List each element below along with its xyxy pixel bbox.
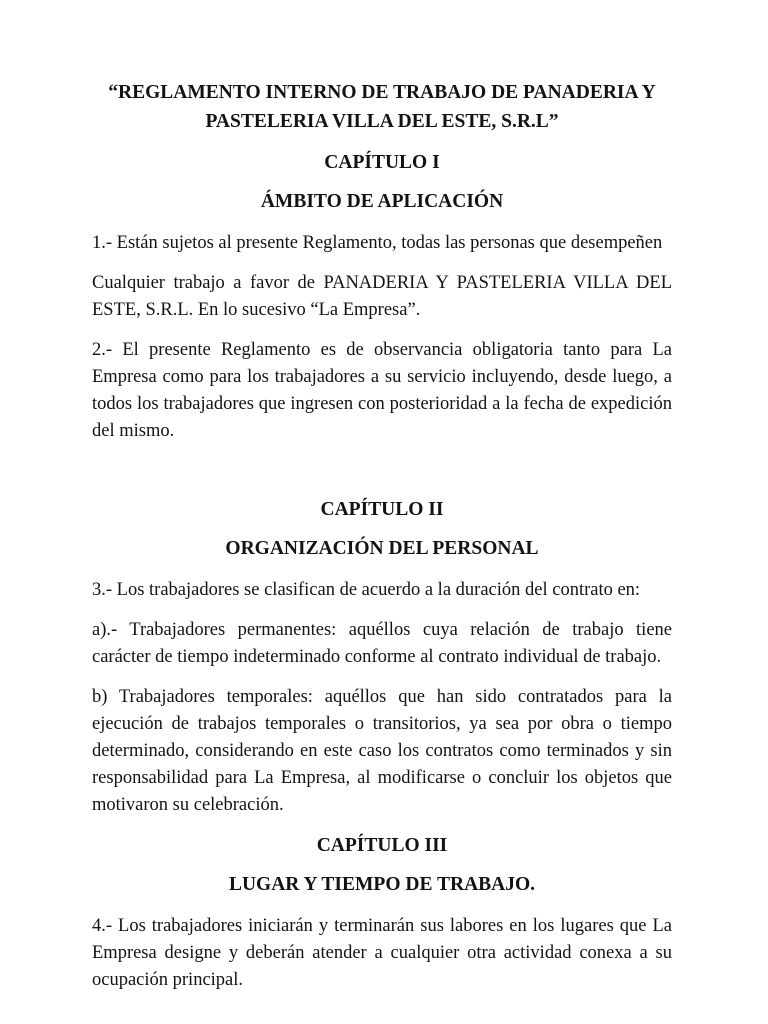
document-title-line-2: PASTELERIA VILLA DEL ESTE, S.R.L”	[205, 111, 559, 132]
document-title-line-1: “REGLAMENTO INTERNO DE TRABAJO DE PANADERIA Y	[108, 82, 656, 103]
paragraph-1: 1.- Están sujetos al presente Reglamento, todas las personas que desempeñen	[92, 233, 663, 253]
paragraph-2: 2.- El presente Reglamento es de observancia obligatoria tanto para La Empresa como para los trabajadores a su servicio incluyendo, desde luego, a todos los trabajadores que ingresen con posterioridad a la fecha de expedición del mismo.	[92, 340, 672, 441]
paragraph-3a: a).- Trabajadores permanentes: aquéllos cuya relación de trabajo tiene carácter de tiempo indeterminado conforme al contrato individual de trabajo.	[92, 620, 672, 667]
chapter-ii-subheading: ORGANIZACIÓN DEL PERSONAL	[225, 538, 539, 559]
paragraph-3: 3.- Los trabajadores se clasifican de acuerdo a la duración del contrato en:	[92, 580, 641, 600]
chapter-i-subheading: ÁMBITO DE APLICACIÓN	[260, 191, 504, 212]
chapter-iii-heading: CAPÍTULO III	[316, 835, 448, 856]
chapter-ii-heading: CAPÍTULO II	[320, 499, 444, 520]
paragraph-3b: b) Trabajadores temporales: aquéllos que han sido contratados para la ejecución de trabajos temporales o transitorios, ya sea por obra o tiempo determinado, considerando en este caso los contratos como terminados y sin responsabilidad para La Empresa, al modificarse o concluir los objetos que motivaron su celebración.	[92, 687, 672, 815]
chapter-iii-subheading: LUGAR Y TIEMPO DE TRABAJO.	[228, 874, 536, 895]
chapter-i-heading: CAPÍTULO I	[324, 152, 440, 173]
paragraph-4: 4.- Los trabajadores iniciarán y terminarán sus labores en los lugares que La Empresa designe y deberán atender a cualquier otra actividad conexa a su ocupación principal.	[92, 916, 672, 990]
document-title	[92, 78, 672, 136]
paragraph-1-continuation: Cualquier trabajo a favor de PANADERIA Y PASTELERIA VILLA DEL ESTE, S.R.L. En lo sucesivo “La Empresa”.	[92, 273, 672, 320]
